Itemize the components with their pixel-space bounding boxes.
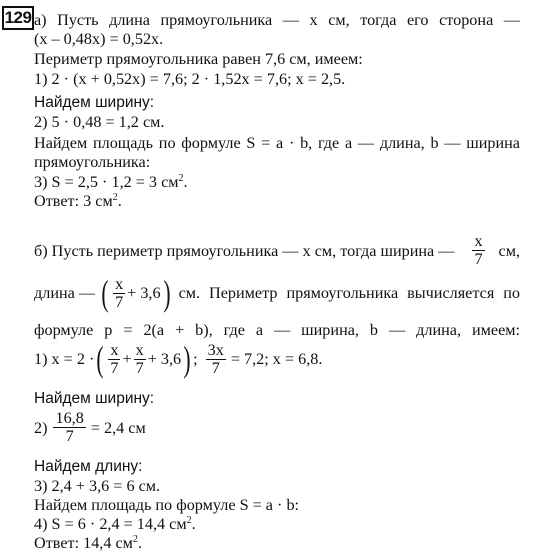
part-a-line-6: 2) 5 · 0,48 = 1,2 см. [34,113,165,131]
part-b-line-3: формуле p = 2(a + b), где a — ширина, b — длина, имеем: [34,321,520,339]
problem-number: 129 [2,6,34,30]
part-a-line-2: (x – 0,48x) = 0,52x. [34,30,164,48]
part-a-line-3: Периметр прямоугольника равен 7,6 см, имеем: [34,50,363,68]
part-a-line-4: 1) 2 · (x + 0,52x) = 7,6; 2 · 1,52x = 7,6; x = 2,5. [34,70,346,88]
part-b-line-6: 2) $\frac{16,8}{7}$ = 2,4 см [34,409,146,445]
part-b-line-4: 1) x = 2 · ( $\frac{x}{7}$ + $\frac{x}{7}$ + 3,6 ) ; $\frac{3x}{7}$ = 7,2; x = 6,8. [34,339,323,379]
part-b-answer: Ответ: 14,4 $см^2$. [34,534,142,552]
part-b-line-8: 3) 2,4 + 3,6 = 6 см. [34,477,161,495]
part-a-line-5: Найдем ширину: [34,94,155,111]
part-b-line-1: б) Пусть периметр прямоугольника — x см, тогда ширина — $\frac{x}{7}$ см, [34,232,520,268]
part-a-line-1: а) Пусть длина прямоугольника — x см, тогда его сторона — [34,11,520,29]
part-b-line-5: Найдем ширину: [34,390,155,407]
part-b-line-2: длина — ( $\frac{x}{7}$ + 3,6 ) см. Периметр прямоугольника вычисляется по [34,273,520,313]
part-b-line-9: Найдем площадь по формуле S = a · b: [34,496,300,514]
part-a-line-7: Найдем площадь по формуле S = a · b, где a — длина, b — ширина [34,134,520,152]
part-b-line-10: 4) S = 6 · 2,4 = 14,4 $см^2$. [34,515,196,533]
part-b-line-7: Найдем длину: [34,458,143,475]
part-a-answer: Ответ: 3 $см^2$. [34,192,122,210]
part-a-line-8: прямоугольника: [34,153,151,171]
part-a-line-9: 3) S = 2,5 · 1,2 = 3 $см^2$. [34,173,188,191]
